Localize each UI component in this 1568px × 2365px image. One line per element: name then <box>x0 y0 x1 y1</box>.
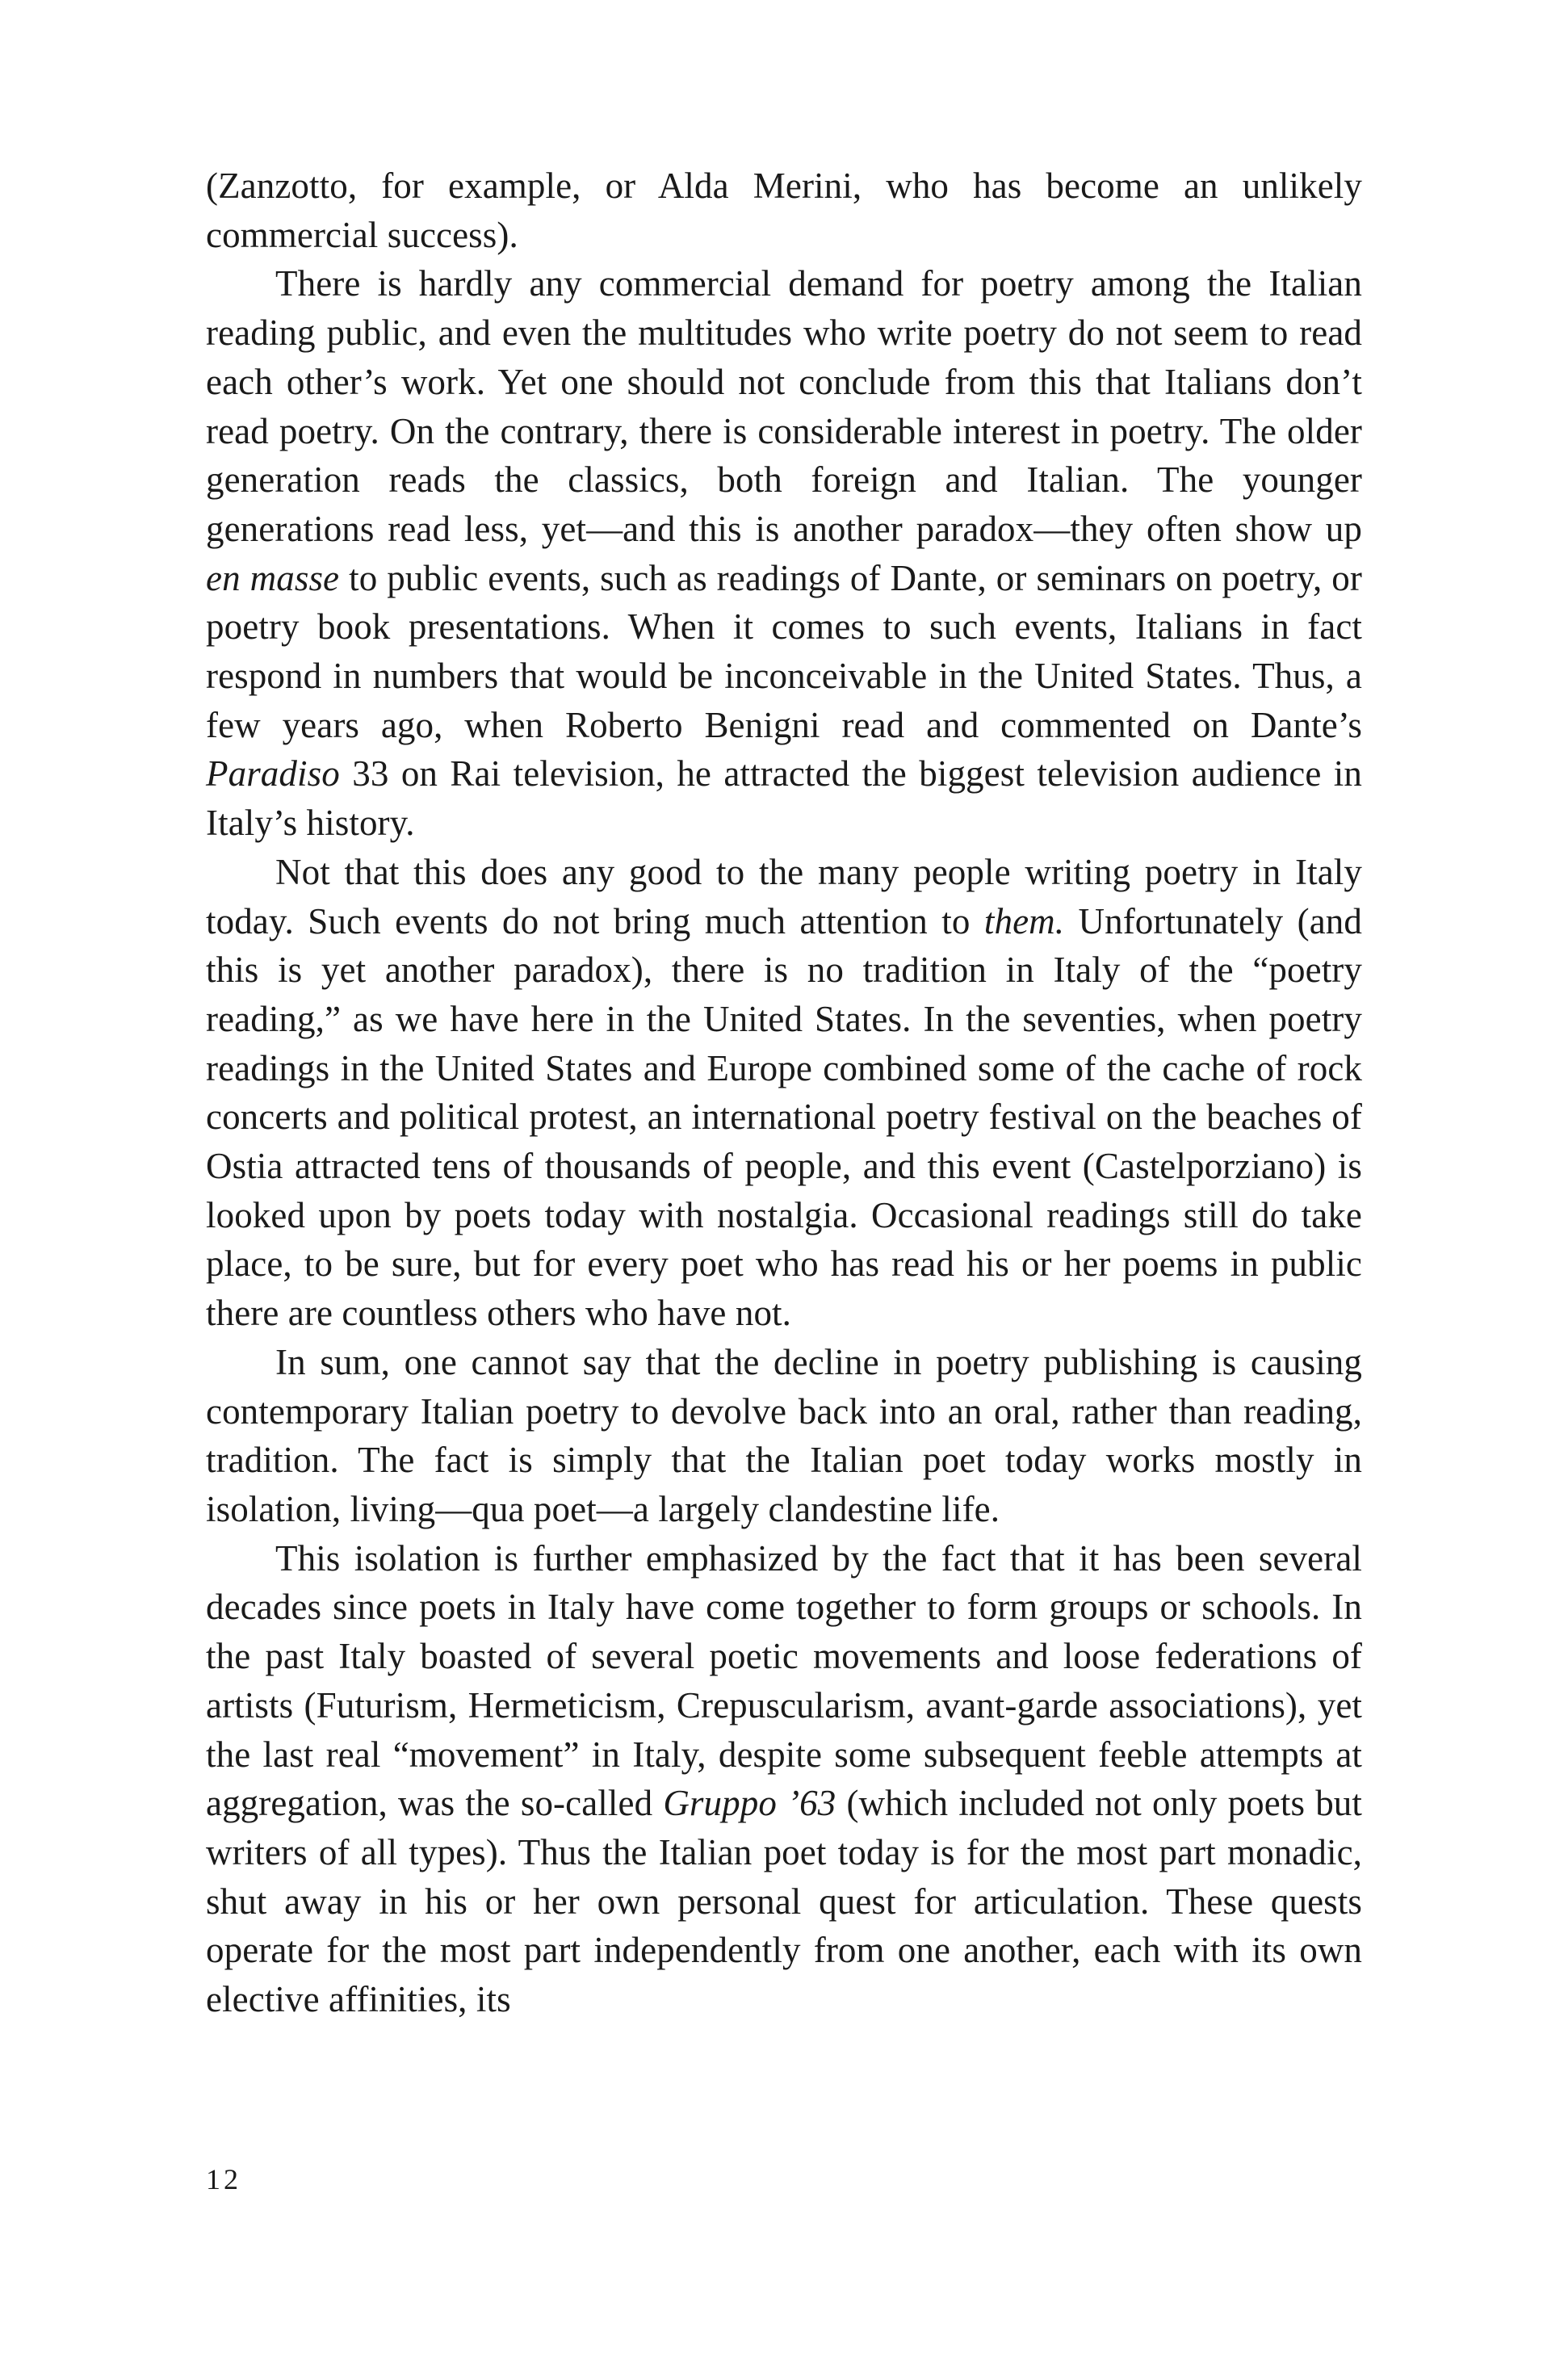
text-run: Not that this does any good to the many people writing poetry in Italy today. Such events do not bring much attention to <box>206 851 1362 941</box>
italic-text-run: en masse <box>206 557 340 598</box>
text-run: (which included not only poets but writers of all types). Thus the Italian poet today is for the most part monadic, shut away in his or her own personal quest for articulation. These quests operate for the most part independently from one another, each with its own elective affinities, its <box>206 1783 1363 2020</box>
italic-text-run: Gruppo ’63 <box>663 1783 836 1824</box>
page-number: 12 <box>206 2163 241 2195</box>
paragraph-5 <box>206 1534 1362 2024</box>
page-body <box>206 161 1362 2024</box>
text-run: There is hardly any commercial demand for poetry among the Italian reading public, and even the multitudes who write poetry do not seem to read each other’s work. Yet one should not conclude from this that Italians don’t read poetry. On the contrary, there is considerable interest in poetry. The older generation reads the classics, both foreign and Italian. The younger generations read less, yet—and this is another paradox—they often show up <box>206 263 1362 549</box>
text-run: to public events, such as readings of Dante, or seminars on poetry, or poetry book presentations. When it comes to such events, Italians in fact respond in numbers that would be inconceivable in the United States. Thus, a few years ago, when Roberto Benigni read and commented on Dante’s <box>206 557 1362 745</box>
paragraph-1 <box>206 161 1362 259</box>
text-run: This isolation is further emphasized by the fact that it has been several decades since poets in Italy have come together to form groups or schools. In the past Italy boasted of several poetic movements and loose federations of artists (Futurism, Hermeticism, Crepuscularism, avant-garde associations), yet the last real “movement” in Italy, despite some subsequent feeble attempts at aggregation, was the so-called <box>206 1537 1362 1824</box>
paragraph-2 <box>206 259 1362 847</box>
paragraph-4 <box>206 1338 1362 1534</box>
italic-text-run: Paradiso <box>206 753 340 795</box>
text-run: Unfortunately (and this is yet another paradox), there is no tradition in Italy of the “poetry reading,” as we have here in the United States. In the seventies, when poetry readings in the United States and Europe combined some of the cache of rock concerts and political protest, an international poetry festival on the beaches of Ostia attracted tens of thousands of people, and this event (Castelporziano) is looked upon by poets today with nostalgia. Occasional readings still do take place, to be sure, but for every poet who has read his or her poems in public there are countless others who have not. <box>206 900 1362 1334</box>
text-run: 33 on Rai television, he attracted the biggest television audience in Italy’s history. <box>206 753 1362 844</box>
paragraph-3 <box>206 848 1362 1338</box>
text-run: (Zanzotto, for example, or Alda Merini, who has become an unlikely commercial success). <box>206 166 1362 255</box>
italic-text-run: them. <box>983 900 1065 941</box>
text-run: In sum, one cannot say that the decline in poetry publishing is causing contemporary Italian poetry to devolve back into an oral, rather than reading, tradition. The fact is simply that the Italian poet today works mostly in isolation, living—qua poet—a largely clandestine life. <box>206 1341 1362 1529</box>
